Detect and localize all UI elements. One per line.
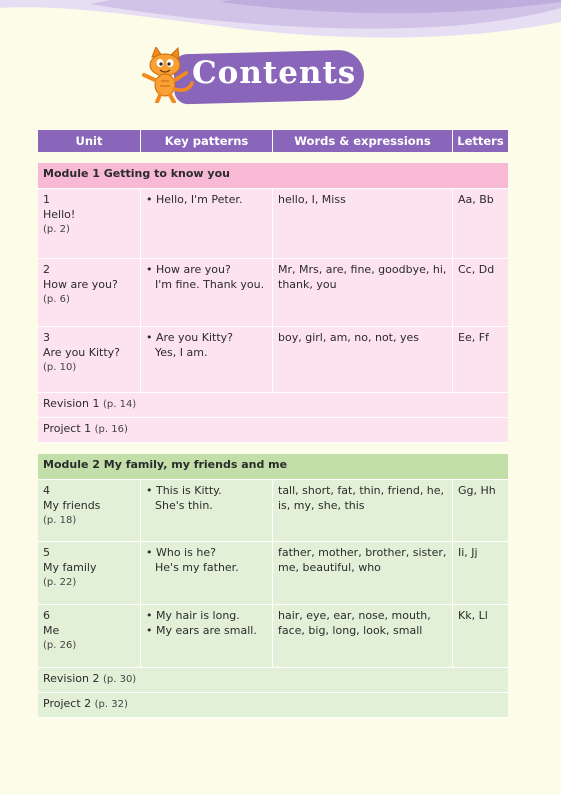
module-heading-row <box>38 163 508 189</box>
letters-cell: Ii, Jj <box>453 542 508 605</box>
pattern-line: I'm fine. Thank you. <box>155 278 265 291</box>
project-label: Project 1 <box>43 422 92 435</box>
table-row <box>38 542 508 605</box>
unit-page: (p. 10) <box>43 362 77 373</box>
project-label: Project 2 <box>43 697 92 710</box>
unit-page: (p. 18) <box>43 515 77 526</box>
module-title: Module 1 Getting to know you <box>38 163 508 189</box>
orange-cat-mascot-icon <box>138 47 198 103</box>
table-row <box>38 189 508 259</box>
unit-number: 1 <box>43 193 50 206</box>
project-row <box>38 418 508 443</box>
patterns-cell <box>141 605 273 668</box>
words-cell: tall, short, fat, thin, friend, he, is, my, she, this <box>273 480 453 542</box>
unit-page: (p. 22) <box>43 577 77 588</box>
unit-name: How are you? <box>43 278 118 291</box>
revision-row <box>38 393 508 418</box>
unit-page: (p. 6) <box>43 294 70 305</box>
revision-page: (p. 14) <box>102 399 137 410</box>
pattern-line: • Are you Kitty? <box>146 331 234 344</box>
pattern-line: She's thin. <box>155 499 213 512</box>
unit-page: (p. 2) <box>43 224 70 235</box>
patterns-cell <box>141 480 273 542</box>
pattern-line: • My hair is long. <box>146 609 240 622</box>
revision-page: (p. 30) <box>102 674 137 685</box>
revision-label: Revision 1 <box>43 397 100 410</box>
project-cell <box>38 418 508 443</box>
table-row <box>38 605 508 668</box>
letters-cell: Aa, Bb <box>453 189 508 259</box>
pattern-line: • Hello, I'm Peter. <box>146 193 243 206</box>
table-header-row <box>38 130 508 152</box>
project-page: (p. 16) <box>94 424 128 435</box>
words-cell: hello, I, Miss <box>273 189 453 259</box>
unit-number: 2 <box>43 263 50 276</box>
project-cell <box>38 693 508 718</box>
unit-number: 6 <box>43 609 50 622</box>
table-row <box>38 480 508 542</box>
unit-name: My family <box>43 561 97 574</box>
unit-name: Hello! <box>43 208 76 221</box>
module-heading-row <box>38 454 508 480</box>
pattern-line: • Who is he? <box>146 546 216 559</box>
unit-number: 5 <box>43 546 50 559</box>
words-cell: boy, girl, am, no, not, yes <box>273 327 453 393</box>
words-cell: father, mother, brother, sister, me, beautiful, who <box>273 542 453 605</box>
col-header-letters: Letters <box>453 130 508 152</box>
words-cell: hair, eye, ear, nose, mouth, face, big, long, look, small <box>273 605 453 668</box>
unit-name: My friends <box>43 499 101 512</box>
letters-cell: Cc, Dd <box>453 259 508 327</box>
unit-number: 3 <box>43 331 50 344</box>
module-title: Module 2 My family, my friends and me <box>38 454 508 480</box>
letters-cell: Kk, Ll <box>453 605 508 668</box>
letters-cell: Gg, Hh <box>453 480 508 542</box>
pattern-line: • This is Kitty. <box>146 484 222 497</box>
unit-number: 4 <box>43 484 50 497</box>
contents-table <box>38 130 508 718</box>
letters-cell: Ee, Ff <box>453 327 508 393</box>
words-cell: Mr, Mrs, are, fine, goodbye, hi, thank, you <box>273 259 453 327</box>
patterns-cell <box>141 327 273 393</box>
col-header-unit: Unit <box>38 130 141 152</box>
patterns-cell <box>141 542 273 605</box>
unit-cell <box>38 327 141 393</box>
revision-row <box>38 668 508 693</box>
unit-cell <box>38 480 141 542</box>
project-row <box>38 693 508 718</box>
patterns-cell <box>141 259 273 327</box>
pattern-line: He's my father. <box>155 561 239 574</box>
unit-name: Me <box>43 624 60 637</box>
unit-cell <box>38 189 141 259</box>
patterns-cell <box>141 189 273 259</box>
table-row <box>38 327 508 393</box>
unit-cell <box>38 259 141 327</box>
revision-label: Revision 2 <box>43 672 100 685</box>
unit-cell <box>38 605 141 668</box>
project-page: (p. 32) <box>94 699 128 710</box>
table-row <box>38 259 508 327</box>
unit-cell <box>38 542 141 605</box>
contents-title-block <box>138 47 368 107</box>
col-header-key-patterns: Key patterns <box>141 130 273 152</box>
unit-name: Are you Kitty? <box>43 346 121 359</box>
pattern-line: Yes, I am. <box>155 346 208 359</box>
revision-cell <box>38 393 508 418</box>
col-header-words: Words & expressions <box>273 130 453 152</box>
revision-cell <box>38 668 508 693</box>
page-title: Contents <box>192 55 357 91</box>
unit-page: (p. 26) <box>43 640 77 651</box>
pattern-line: • How are you? <box>146 263 231 276</box>
pattern-line: • My ears are small. <box>146 624 257 637</box>
